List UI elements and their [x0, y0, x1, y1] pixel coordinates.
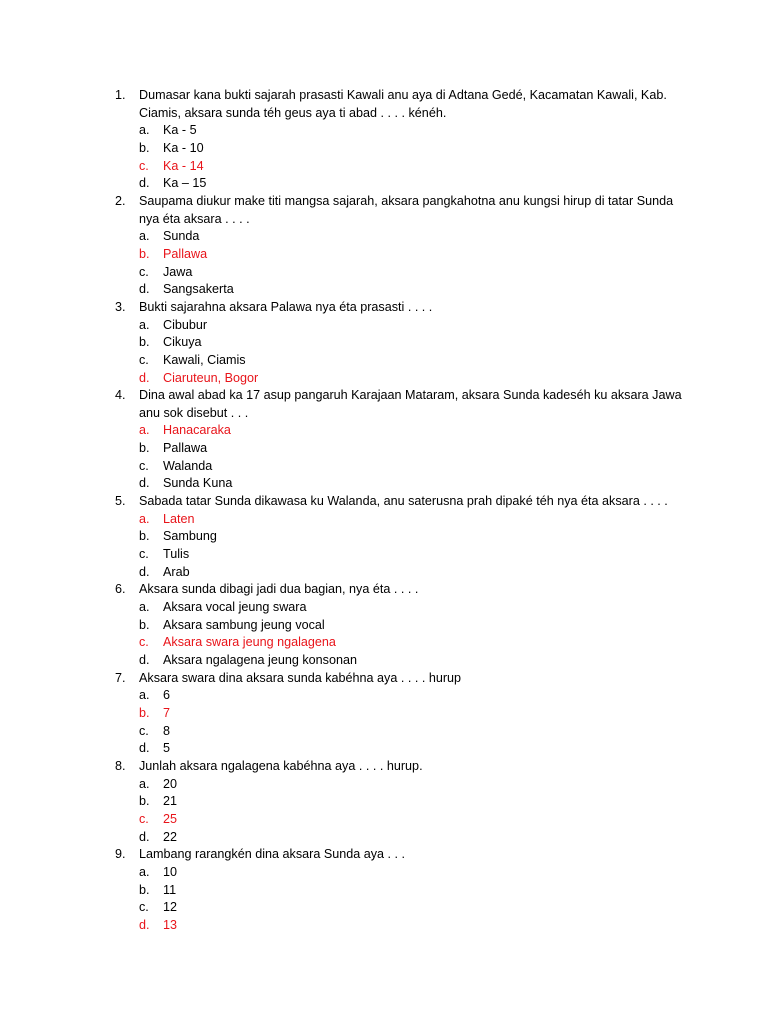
option-letter: a. — [139, 317, 150, 332]
answer-option-correct — [139, 511, 685, 529]
option-letter: a. — [139, 688, 150, 703]
answer-option — [139, 899, 685, 917]
answer-option — [139, 317, 685, 335]
option-text: Laten — [163, 511, 195, 526]
option-text: Aksara sambung jeung vocal — [163, 617, 325, 632]
option-text: 7 — [163, 705, 171, 720]
option-letter: a. — [139, 229, 150, 244]
option-letter: c. — [139, 264, 149, 279]
question-number: 2. — [115, 193, 126, 208]
option-text: Tulis — [163, 547, 190, 562]
option-letter: b. — [139, 246, 150, 261]
option-text: Cikuya — [163, 335, 202, 350]
option-text: Ka - 14 — [163, 158, 204, 173]
answer-option — [139, 475, 685, 493]
answer-option-correct — [139, 158, 685, 176]
answer-option-correct — [139, 811, 685, 829]
option-letter: b. — [139, 882, 150, 897]
option-text: 25 — [163, 811, 178, 826]
option-text: Jawa — [163, 264, 193, 279]
option-letter: a. — [139, 423, 150, 438]
option-letter: c. — [139, 635, 149, 650]
answer-option — [139, 829, 685, 847]
question-item — [115, 758, 685, 846]
question-number: 8. — [115, 758, 126, 773]
answer-option — [139, 793, 685, 811]
answer-option — [139, 458, 685, 476]
answer-option — [139, 882, 685, 900]
option-letter: c. — [139, 900, 149, 915]
answer-option — [139, 740, 685, 758]
question-text: Lambang rarangkén dina aksara Sunda aya . . . — [139, 847, 406, 862]
option-text: 11 — [163, 882, 177, 897]
option-letter: c. — [139, 352, 149, 367]
answer-option — [139, 864, 685, 882]
option-letter: a. — [139, 600, 150, 615]
question-text: Aksara sunda dibagi jadi dua bagian, nya éta . . . . — [139, 582, 419, 597]
option-text: 21 — [163, 794, 178, 809]
question-text: Saupama diukur make titi mangsa sajarah, aksara pangkahotna anu kungsi hirup di tatar Sunda nya éta aksara . . . . — [139, 193, 674, 226]
option-text: Sunda — [163, 229, 200, 244]
option-text: 13 — [163, 917, 178, 932]
answer-option — [139, 334, 685, 352]
option-letter: a. — [139, 123, 150, 138]
answer-option — [139, 264, 685, 282]
answer-option — [139, 776, 685, 794]
question-text: Sabada tatar Sunda dikawasa ku Walanda, anu saterusna prah dipaké téh nya éta aksara . . . . — [139, 494, 668, 509]
option-text: Aksara vocal jeung swara — [163, 600, 307, 615]
answer-option — [139, 687, 685, 705]
option-letter: d. — [139, 370, 150, 385]
answer-option — [139, 617, 685, 635]
option-letter: d. — [139, 176, 150, 191]
option-text: 22 — [163, 829, 178, 844]
option-letter: a. — [139, 511, 150, 526]
option-letter: c. — [139, 811, 149, 826]
answer-option-correct — [139, 634, 685, 652]
question-text: Aksara swara dina aksara sunda kabéhna aya . . . . hurup — [139, 670, 462, 685]
option-text: Hanacaraka — [163, 423, 231, 438]
option-text: Sambung — [163, 529, 217, 544]
question-text: Dumasar kana bukti sajarah prasasti Kawali anu aya di Adtana Gedé, Kacamatan Kawali, Kab. Ciamis, aksara sunda téh geus aya ti abad . . . . kénéh. — [139, 88, 667, 120]
question-item — [115, 299, 685, 387]
answer-option-correct — [139, 246, 685, 264]
option-text: 5 — [163, 741, 171, 756]
question-list — [115, 87, 685, 935]
option-text: Pallawa — [163, 441, 208, 456]
option-letter: b. — [139, 441, 150, 456]
option-text: Aksara ngalagena jeung konsonan — [163, 653, 357, 667]
option-letter: d. — [139, 741, 150, 756]
option-letter: d. — [139, 829, 150, 844]
question-item — [115, 493, 685, 581]
option-letter: b. — [139, 794, 150, 809]
option-letter: d. — [139, 917, 150, 932]
answer-option — [139, 546, 685, 564]
option-letter: c. — [139, 547, 149, 562]
option-letter: b. — [139, 140, 150, 155]
question-item — [115, 846, 685, 934]
option-text: Aksara swara jeung ngalagena — [163, 635, 336, 650]
option-text: Arab — [163, 564, 190, 579]
question-number: 7. — [115, 670, 126, 685]
option-letter: a. — [139, 864, 150, 879]
question-item — [115, 670, 685, 758]
question-item — [115, 193, 685, 299]
option-text: 8 — [163, 723, 171, 738]
question-number: 5. — [115, 494, 126, 509]
answer-option — [139, 281, 685, 299]
question-item — [115, 87, 685, 193]
option-text: 6 — [163, 688, 171, 703]
option-letter: b. — [139, 335, 150, 350]
answer-option — [139, 723, 685, 741]
option-text: Sangsakerta — [163, 282, 234, 297]
option-letter: c. — [139, 158, 149, 173]
option-text: Kawali, Ciamis — [163, 352, 246, 367]
answer-option — [139, 228, 685, 246]
answer-option — [139, 564, 685, 582]
answer-option — [139, 140, 685, 158]
answer-option — [139, 352, 685, 370]
option-letter: d. — [139, 564, 150, 579]
option-text: 20 — [163, 776, 178, 791]
question-number: 4. — [115, 388, 126, 403]
answer-option-correct — [139, 422, 685, 440]
option-letter: d. — [139, 653, 150, 667]
answer-option-correct — [139, 705, 685, 723]
answer-option — [139, 440, 685, 458]
question-number: 6. — [115, 582, 126, 597]
option-text: Ka - 10 — [163, 140, 204, 155]
option-text: 10 — [163, 864, 178, 879]
option-text: Cibubur — [163, 317, 208, 332]
option-text: 12 — [163, 900, 178, 915]
answer-option — [139, 652, 685, 670]
question-item — [115, 581, 685, 669]
option-text: Ciaruteun, Bogor — [163, 370, 259, 385]
option-letter: b. — [139, 617, 150, 632]
question-item — [115, 387, 685, 493]
answer-option — [139, 599, 685, 617]
question-text: Dina awal abad ka 17 asup pangaruh Karajaan Mataram, aksara Sunda kadeséh ku aksara Jawa anu sok disebut . . . — [139, 388, 682, 420]
answer-option — [139, 528, 685, 546]
question-text: Bukti sajarahna aksara Palawa nya éta prasasti . . . . — [139, 299, 433, 314]
answer-option-correct — [139, 370, 685, 388]
question-text: Junlah aksara ngalagena kabéhna aya . . . . hurup. — [139, 758, 423, 773]
answer-option-correct — [139, 917, 685, 935]
answer-option — [139, 175, 685, 193]
option-text: Walanda — [163, 458, 213, 473]
question-number: 3. — [115, 299, 126, 314]
question-number: 1. — [115, 88, 126, 102]
option-letter: a. — [139, 776, 150, 791]
option-text: Pallawa — [163, 246, 208, 261]
option-letter: b. — [139, 705, 150, 720]
option-letter: b. — [139, 529, 150, 544]
option-text: Sunda Kuna — [163, 476, 233, 491]
option-letter: d. — [139, 282, 150, 297]
option-letter: c. — [139, 458, 149, 473]
option-letter: d. — [139, 476, 150, 491]
option-text: Ka – 15 — [163, 176, 207, 191]
option-letter: c. — [139, 723, 149, 738]
answer-option — [139, 122, 685, 140]
question-number: 9. — [115, 847, 126, 862]
option-text: Ka - 5 — [163, 123, 197, 138]
